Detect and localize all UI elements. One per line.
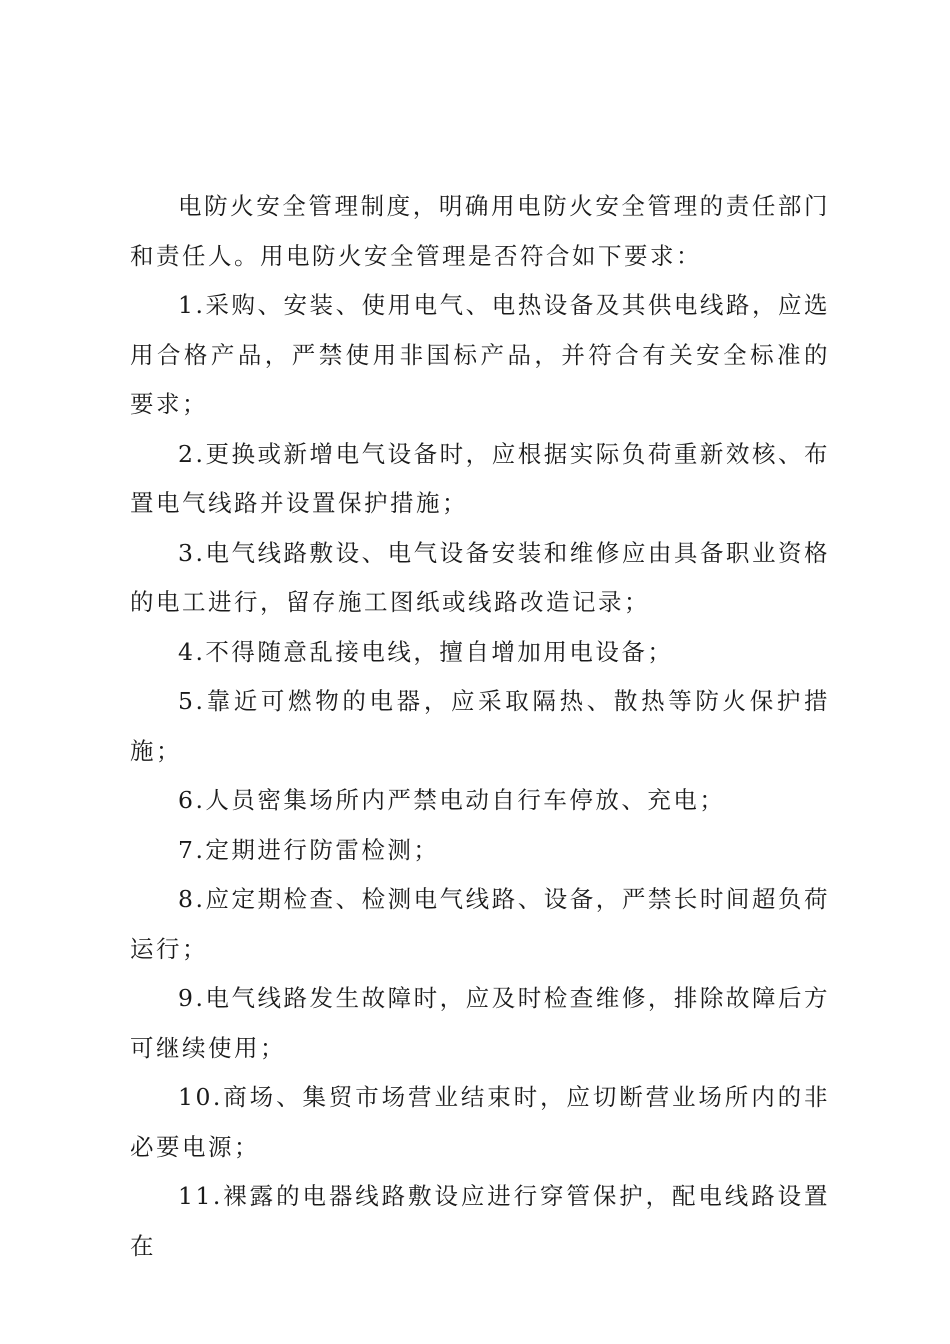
list-item-10: 10.商场、集贸市场营业结束时，应切断营业场所内的非必要电源； — [130, 1083, 830, 1161]
paragraph-intro: 电防火安全管理制度，明确用电防火安全管理的责任部门和责任人。用电防火安全管理是否符合如下要求： — [130, 192, 830, 270]
list-item-9: 9.电气线路发生故障时，应及时检查维修，排除故障后方可继续使用； — [130, 984, 830, 1062]
list-item-4: 4.不得随意乱接电线，擅自增加用电设备； — [178, 637, 674, 666]
list-item-5: 5.靠近可燃物的电器，应采取隔热、散热等防火保护措施； — [130, 687, 830, 765]
list-item-11: 11.裸露的电器线路敷设应进行穿管保护，配电线路设置在 — [130, 1182, 830, 1260]
document-body — [130, 182, 830, 1271]
list-item-3: 3.电气线路敷设、电气设备安装和维修应由具备职业资格的电工进行，留存施工图纸或线路改造记录； — [130, 538, 830, 616]
list-item-6: 6.人员密集场所内严禁电动自行车停放、充电； — [178, 786, 726, 814]
list-item-1: 1.采购、安装、使用电气、电热设备及其供电线路，应选用合格产品，严禁使用非国标产品，并符合有关安全标准的要求； — [130, 291, 830, 418]
list-item-7: 7.定期进行防雷检测； — [178, 835, 440, 864]
list-item-2: 2.更换或新增电气设备时，应根据实际负荷重新效核、布置电气线路并设置保护措施； — [130, 439, 830, 517]
list-item-8: 8.应定期检查、检测电气线路、设备，严禁长时间超负荷运行； — [130, 885, 830, 963]
